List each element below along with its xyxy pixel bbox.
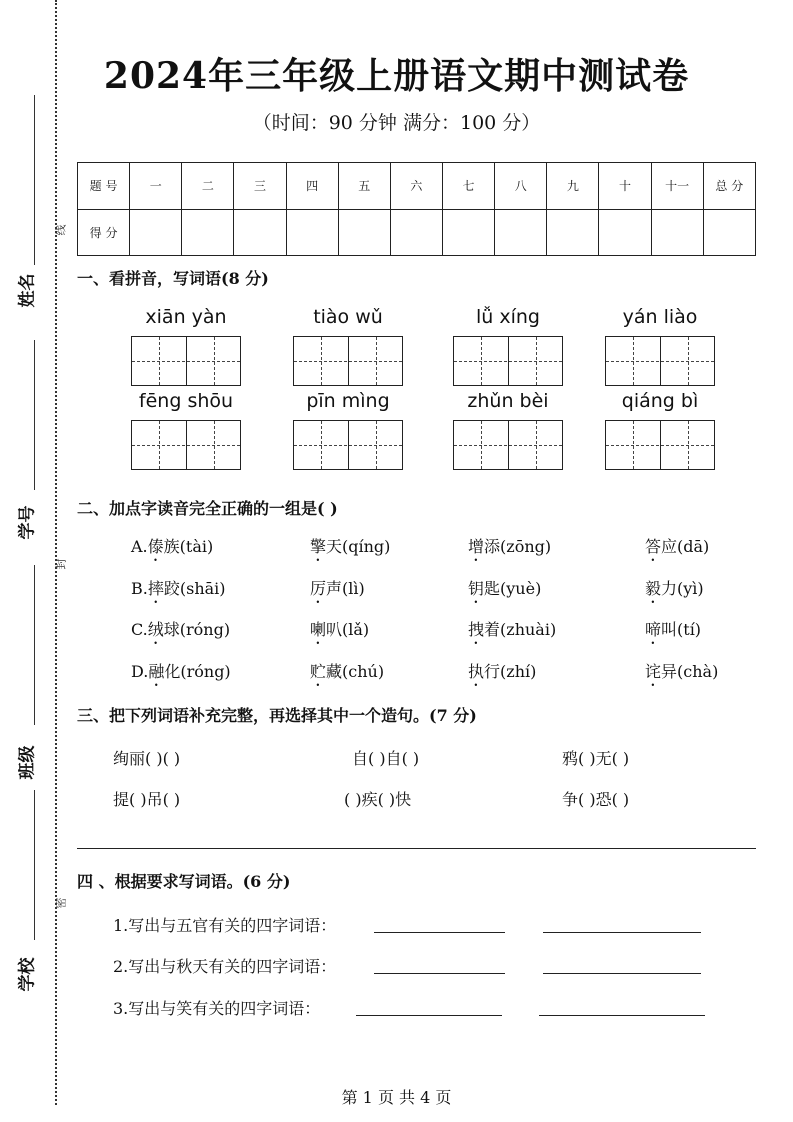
section2-heading: 二、加点字读音完全正确的一组是( ): [77, 499, 338, 518]
score-input-cell[interactable]: [599, 209, 651, 256]
score-row: [78, 209, 756, 256]
question-text: 3.写出与笑有关的四字词语：: [113, 999, 321, 1018]
grid-line: [159, 337, 160, 385]
word-pinyin: 力(yì): [661, 579, 704, 598]
grid-line: [321, 337, 322, 385]
dotted-character: 增: [468, 537, 485, 556]
school-label: 学校: [17, 957, 38, 992]
grid-line: [633, 337, 634, 385]
grid-line: [606, 445, 714, 446]
seal-text: 密: [54, 897, 68, 909]
pinyin-label: lǚ xíng: [476, 306, 540, 328]
class-line: [34, 565, 35, 725]
idiom-blank[interactable]: 提( )吊( ): [113, 790, 181, 809]
seal-text: 线: [54, 224, 68, 236]
dotted-character: 喇: [310, 620, 327, 639]
grid-line: [606, 361, 714, 362]
option-letter[interactable]: A.: [131, 537, 148, 556]
answer-line[interactable]: [356, 1015, 502, 1016]
question-number-cell: 四: [286, 163, 338, 210]
writing-box[interactable]: [131, 420, 241, 470]
score-input-cell[interactable]: [234, 209, 286, 256]
grid-line: [633, 421, 634, 469]
dotted-character: 钥: [468, 579, 485, 598]
dotted-character: 擎: [310, 537, 327, 556]
grid-line: [454, 445, 562, 446]
word-pinyin: 添(zōng): [484, 537, 552, 556]
choice-item: [468, 659, 536, 690]
word-pinyin: 化(róng): [164, 662, 231, 681]
question-item: [113, 913, 336, 936]
score-header-label: 题 号: [78, 163, 130, 210]
word-pinyin: 天(qíng): [326, 537, 391, 556]
grid-line: [214, 421, 215, 469]
dotted-character: 贮: [310, 662, 327, 681]
choice-item: [468, 534, 551, 565]
number-label: 学号: [17, 505, 38, 540]
score-input-cell[interactable]: [130, 209, 182, 256]
answer-line[interactable]: [374, 973, 505, 974]
section1-heading: 一、看拼音，写词语(8 分): [77, 269, 269, 288]
choice-item: [310, 659, 384, 690]
dotted-character: 答: [645, 537, 662, 556]
grid-line: [294, 361, 402, 362]
idiom-blank[interactable]: 绚丽( )( ): [113, 749, 181, 768]
grid-line: [321, 421, 322, 469]
dotted-character: 绒: [147, 620, 164, 639]
grid-line: [132, 445, 240, 446]
section3-heading: 三、把下列词语补充完整，再选择其中一个造句。(7 分): [77, 706, 477, 725]
word-pinyin: 跤(shāi): [163, 579, 226, 598]
grid-line: [481, 421, 482, 469]
question-number-cell: 七: [442, 163, 494, 210]
grid-line: [688, 421, 689, 469]
word-pinyin: 族(tài): [163, 537, 214, 556]
section4-heading: 四 、根据要求写词语。(6 分): [77, 872, 291, 891]
writing-box[interactable]: [605, 420, 715, 470]
question-number-cell: 三: [234, 163, 286, 210]
pinyin-label: yán liào: [622, 306, 698, 328]
word-pinyin: 着(zhuài): [484, 620, 557, 639]
choice-item: [468, 617, 556, 648]
writing-box[interactable]: [605, 336, 715, 386]
question-item: [113, 954, 336, 977]
page-title: 2024年三年级上册语文期中测试卷: [103, 55, 690, 97]
word-pinyin: 应(dā): [661, 537, 710, 556]
score-label: 得 分: [78, 209, 130, 256]
school-line: [34, 790, 35, 940]
choice-item: [645, 659, 718, 690]
word-pinyin: 叭(lǎ): [326, 620, 370, 639]
writing-box[interactable]: [453, 336, 563, 386]
grid-line: [688, 337, 689, 385]
answer-line[interactable]: [374, 932, 505, 933]
dotted-character: 傣: [147, 537, 164, 556]
question-number-cell: 二: [182, 163, 234, 210]
option-letter[interactable]: C.: [131, 620, 148, 639]
page-footer: 第 1 页 共 4 页: [341, 1088, 452, 1107]
score-header-row: [78, 163, 756, 210]
option-letter[interactable]: B.: [131, 579, 148, 598]
dotted-character: 摔: [147, 579, 164, 598]
word-pinyin: 藏(chú): [326, 662, 385, 681]
dotted-character: 拽: [468, 620, 485, 639]
question-number-cell: 十: [599, 163, 651, 210]
word-pinyin: 行(zhí): [484, 662, 537, 681]
binding-dashed-line: [55, 0, 57, 1105]
grid-line: [159, 421, 160, 469]
score-input-cell[interactable]: [703, 209, 755, 256]
grid-line: [294, 445, 402, 446]
choice-item: [310, 576, 365, 607]
answer-line[interactable]: [539, 1015, 705, 1016]
question-text: 1.写出与五官有关的四字词语：: [113, 916, 337, 935]
question-number-cell: 一: [130, 163, 182, 210]
answer-line[interactable]: [543, 932, 701, 933]
sentence-answer-line[interactable]: [77, 848, 756, 849]
grid-line: [481, 337, 482, 385]
pinyin-label: tiào wǔ: [313, 306, 383, 328]
name-label: 姓名: [17, 273, 38, 308]
question-number-cell: 六: [390, 163, 442, 210]
grid-line: [376, 421, 377, 469]
pinyin-label: zhǔn bèi: [467, 390, 549, 412]
score-input-cell[interactable]: [495, 209, 547, 256]
writing-box[interactable]: [453, 420, 563, 470]
grid-line: [214, 337, 215, 385]
option-letter[interactable]: D.: [131, 662, 149, 681]
number-line: [34, 340, 35, 490]
pinyin-label: qiáng bì: [621, 390, 699, 412]
score-input-cell[interactable]: [547, 209, 599, 256]
dotted-character: 厉: [310, 579, 327, 598]
question-text: 2.写出与秋天有关的四字词语：: [113, 957, 337, 976]
word-pinyin: 异(chà): [661, 662, 719, 681]
dotted-character: 毅: [645, 579, 662, 598]
idiom-blank[interactable]: 自( )自( ): [352, 749, 420, 768]
dotted-character: 执: [468, 662, 485, 681]
choice-item: [645, 534, 709, 565]
choice-item: [310, 534, 390, 565]
choice-item: [645, 617, 701, 648]
word-pinyin: 球(róng): [163, 620, 231, 639]
grid-line: [132, 361, 240, 362]
grid-line: [454, 361, 562, 362]
question-number-cell: 总 分: [703, 163, 755, 210]
choice-item: [131, 659, 231, 690]
pinyin-label: fēng shōu: [138, 390, 234, 412]
word-pinyin: 声(lì): [326, 579, 365, 598]
dotted-character: 融: [148, 662, 165, 681]
question-number-cell: 五: [338, 163, 390, 210]
score-input-cell[interactable]: [338, 209, 390, 256]
score-input-cell[interactable]: [182, 209, 234, 256]
score-input-cell[interactable]: [286, 209, 338, 256]
pinyin-label: xiān yàn: [145, 306, 227, 328]
choice-item: [468, 576, 541, 607]
choice-item: [131, 576, 226, 607]
choice-item: [310, 617, 369, 648]
writing-box[interactable]: [131, 336, 241, 386]
writing-box[interactable]: [293, 420, 403, 470]
writing-box[interactable]: [293, 336, 403, 386]
question-number-cell: 十一: [651, 163, 703, 210]
score-table: [77, 162, 756, 256]
word-pinyin: 匙(yuè): [484, 579, 542, 598]
idiom-blank[interactable]: 争( )恐( ): [562, 790, 630, 809]
exam-info: （时间：90 分钟 满分：100 分）: [252, 112, 541, 134]
choice-item: [131, 617, 230, 648]
grid-line: [536, 337, 537, 385]
choice-item: [645, 576, 704, 607]
idiom-blank[interactable]: ( )疾( )快: [344, 790, 412, 809]
class-label: 班级: [17, 745, 38, 780]
score-input-cell[interactable]: [390, 209, 442, 256]
dotted-character: 诧: [645, 662, 662, 681]
answer-line[interactable]: [543, 973, 701, 974]
choice-item: [131, 534, 213, 565]
pinyin-label: pīn mìng: [306, 390, 390, 412]
score-input-cell[interactable]: [442, 209, 494, 256]
question-number-cell: 八: [495, 163, 547, 210]
grid-line: [376, 337, 377, 385]
word-pinyin: 叫(tí): [661, 620, 702, 639]
score-input-cell[interactable]: [651, 209, 703, 256]
question-item: [113, 996, 320, 1019]
seal-text: 封: [54, 558, 68, 570]
question-number-cell: 九: [547, 163, 599, 210]
idiom-blank[interactable]: 鸦( )无( ): [562, 749, 630, 768]
grid-line: [536, 421, 537, 469]
dotted-character: 啼: [645, 620, 662, 639]
